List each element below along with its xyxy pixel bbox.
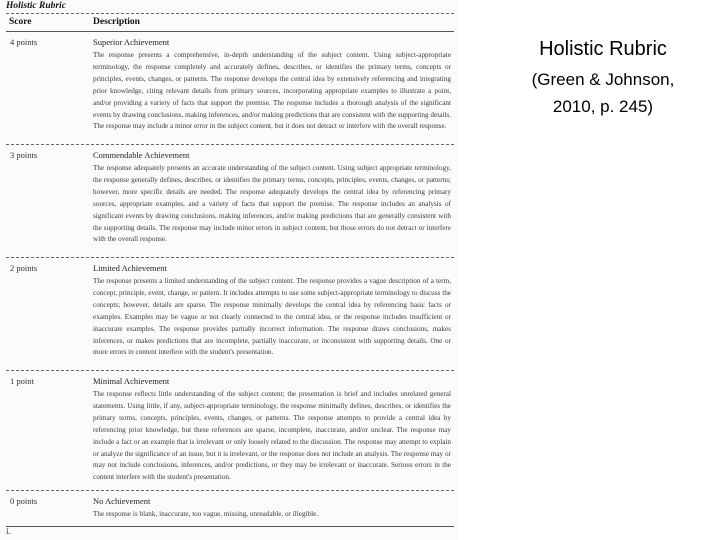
caption-citation-line-2: 2010, p. 245) [552, 97, 654, 116]
row-1-score: 1 point [10, 376, 34, 386]
row-1-description: The response reflects little understanding of the subject content; the presentation is brief and includes unrelated general statements. Using little, if any, subject-appropriate terminology, the response minimally defines, describes, or identifies the primary terms, concepts, principles, events, changes, or patterns. The response attempts to provide a central idea by referencing prior knowledge, but these references are sparse, incomplete, inaccurate, and/or unclear. The response may include a fact or an example that is irrelevant or only loosely related to the discussion. The response may attempt to explain or analyze the significance of an issue, but it is irrelevant, or the response does not include an analysis. The response may or may not include conclusions, inferences, and/or predictions, or they may be irrelevant or inaccurate. Serious errors in the content interfere with the student's presentation. [93, 390, 451, 482]
row-divider [6, 370, 454, 371]
row-1-level: Minimal Achievement [93, 376, 170, 386]
row-0-score: 0 points [10, 496, 38, 506]
description-column-header: Description [93, 17, 140, 27]
row-2-score: 2 points [10, 263, 38, 273]
score-column-header: Score [9, 17, 32, 27]
row-3-score: 3 points [10, 150, 38, 160]
table-bottom-rule [6, 526, 454, 527]
row-0-level: No Achievement [93, 496, 151, 506]
title-divider [6, 13, 454, 14]
row-4-description: The response presents a comprehensive, in-depth understanding of the subject content. Using subject-appropriate terminology, the response completely and accurately defines, describes, or identifies the primary terms, concepts or principles, events, changes, or patterns. The response develops the central idea by extensively referencing and integrating prior knowledge, citing relevant details from primary sources, incorporating appropriate examples to illustrate a point, and/or providing a variety of facts that support the premise. The response includes a thorough analysis of the significant events by drawing conclusions, making inferences, and/or making predictions that are consistent with the supporting details. The response may include a minor error in the subject content, but it does not detract or interfere with the overall response. [93, 51, 451, 131]
row-0-description: The response is blank, inaccurate, too vague, missing, unreadable, or illegible. [93, 510, 319, 518]
rubric-title: Holistic Rubric [6, 1, 66, 11]
row-divider [6, 490, 454, 491]
corner-mark: L [6, 527, 11, 536]
slide-caption [498, 36, 708, 120]
caption-title: Holistic Rubric [539, 38, 667, 60]
header-divider [6, 31, 454, 32]
row-2-level: Limited Achievement [93, 263, 167, 273]
row-4-level: Superior Achievement [93, 37, 170, 47]
row-4-score: 4 points [10, 37, 38, 47]
row-3-description: The response adequately presents an accurate understanding of the subject content. Using subject appropriate terminology, the response generally defines, describes, or identifies the primary terms, concepts, principles, events, changes, or patterns; however, more specific details are needed. The response adequately develops the central idea by referencing primary sources, appropriate examples, and a variety of facts that support the premise. The response includes an analysis of significant events by drawing conclusions, making inferences, and/or making predictions that are generally consistent with the supporting details. The response may include minor errors in subject content, but those errors do not detract or interfere with the overall response. [93, 164, 451, 244]
row-divider [6, 257, 454, 258]
row-divider [6, 144, 454, 145]
caption-citation-line-1: (Green & Johnson, [531, 70, 675, 89]
row-2-description: The response presents a limited understanding of the subject content. The response provides a vague description of a term, concept, principle, event, change, or pattern. It includes attempts to use some subject-appropriate terminology to discuss the concepts; however, details are sparse. The response minimally develops the central idea by referencing basic facts or examples. Examples may be vague or not clearly connected to the central idea, or the response includes insufficient or inaccurate examples. The response provides partially incorrect information. The response draws conclusions, makes inferences, or makes predictions that are incomplete, partially inaccurate, or inconsistent with supporting details. One or more errors in content interfere with the student's presentation. [93, 277, 451, 357]
row-3-level: Commendable Achievement [93, 150, 190, 160]
